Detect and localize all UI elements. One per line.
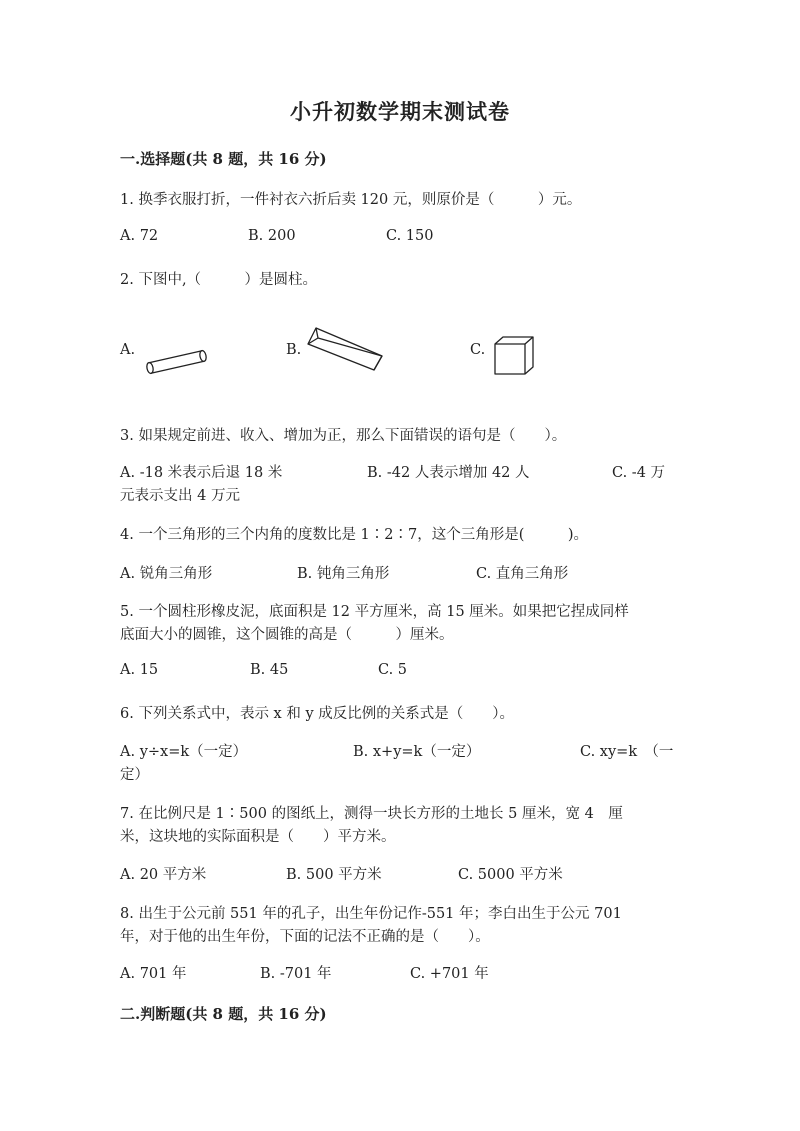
page-title: 小升初数学期末测试卷 xyxy=(290,99,510,124)
cube-figure xyxy=(492,334,536,378)
question-1-option-a: A. 72 xyxy=(120,228,159,244)
question-6-option-a: A. y÷x=k（一定） xyxy=(120,744,248,760)
question-8-text-line-2: 年，对于他的出生年份，下面的记法不正确的是（ ）。 xyxy=(120,929,490,945)
question-3-text: 3. 如果规定前进、收入、增加为正，那么下面错误的语句是（ ）。 xyxy=(120,428,567,444)
question-7-text-line-2: 米，这块地的实际面积是（ ）平方米。 xyxy=(120,829,396,845)
question-1-option-b: B. 200 xyxy=(248,228,296,244)
question-2-text: 2. 下图中,（ ）是圆柱。 xyxy=(120,272,318,288)
question-2-option-c: C. xyxy=(470,342,486,358)
question-8-option-c: C. +701 年 xyxy=(410,966,489,982)
question-7-option-b: B. 500 平方米 xyxy=(286,867,382,883)
question-1-text: 1. 换季衣服打折，一件衬衣六折后卖 120 元，则原价是（ ）元。 xyxy=(120,192,582,208)
question-6-option-wrap: 定） xyxy=(120,767,149,783)
question-5-text-line-2: 底面大小的圆锥，这个圆锥的高是（ ）厘米。 xyxy=(120,627,454,643)
question-8-option-b: B. -701 年 xyxy=(260,966,332,982)
question-3-option-wrap: 元表示支出 4 万元 xyxy=(120,488,240,504)
question-6-option-b: B. x+y=k（一定） xyxy=(353,744,481,760)
question-5-option-a: A. 15 xyxy=(120,662,159,678)
question-1-option-c: C. 150 xyxy=(386,228,434,244)
question-3-option-b: B. -42 人表示增加 42 人 xyxy=(367,465,530,481)
question-7-text-line-1: 7. 在比例尺是 1∶500 的图纸上，测得一块长方形的土地长 5 厘米，宽 4 厘 xyxy=(120,806,623,822)
section-heading-choice: 一.选择题(共 8 题，共 16 分) xyxy=(120,150,327,168)
question-4-option-a: A. 锐角三角形 xyxy=(120,566,213,582)
question-3-option-c: C. -4 万 xyxy=(612,465,666,481)
question-2-option-b: B. xyxy=(286,342,302,358)
question-6-text: 6. 下列关系式中，表示 x 和 y 成反比例的关系式是（ ）。 xyxy=(120,706,514,722)
question-6-option-c: C. xy=k （一 xyxy=(580,744,674,760)
question-3-option-a: A. -18 米表示后退 18 米 xyxy=(120,465,283,481)
question-8-text-line-1: 8. 出生于公元前 551 年的孔子，出生年份记作-551 年；李白出生于公元 701 xyxy=(120,906,622,922)
question-7-option-c: C. 5000 平方米 xyxy=(458,867,563,883)
question-5-option-b: B. 45 xyxy=(250,662,289,678)
question-5-text-line-1: 5. 一个圆柱形橡皮泥，底面积是 12 平方厘米，高 15 厘米。如果把它捏成同样 xyxy=(120,604,629,620)
question-8-option-a: A. 701 年 xyxy=(120,966,187,982)
question-2-option-a: A. xyxy=(120,342,136,358)
section-heading-judgment: 二.判断题(共 8 题，共 16 分) xyxy=(120,1005,327,1023)
prism-figure xyxy=(304,324,386,374)
question-7-option-a: A. 20 平方米 xyxy=(120,867,207,883)
question-4-option-b: B. 钝角三角形 xyxy=(297,566,390,582)
question-5-option-c: C. 5 xyxy=(378,662,408,678)
question-4-option-c: C. 直角三角形 xyxy=(476,566,569,582)
cylinder-figure xyxy=(142,346,210,378)
question-4-text: 4. 一个三角形的三个内角的度数比是 1∶2∶7，这个三角形是( )。 xyxy=(120,527,589,543)
